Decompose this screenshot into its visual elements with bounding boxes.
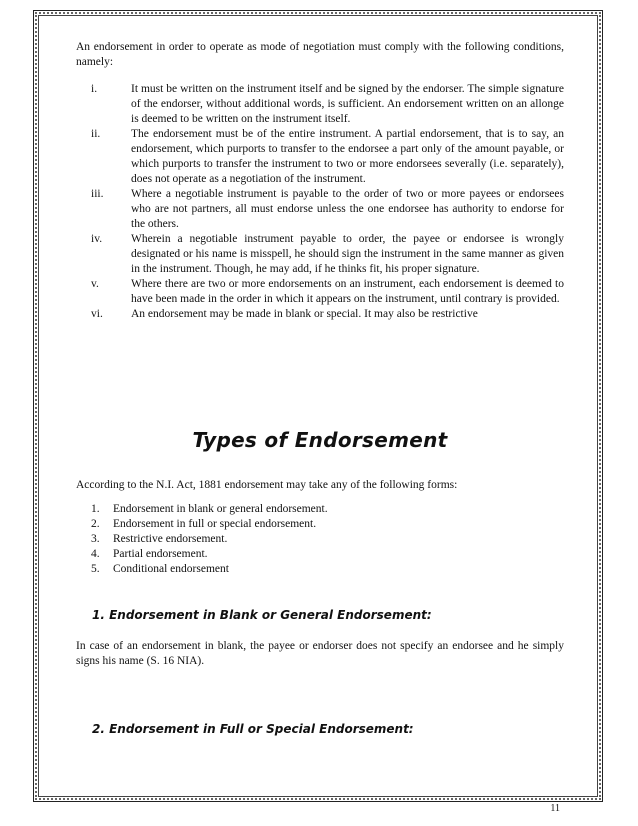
forms-intro: According to the N.I. Act, 1881 endorsement may take any of the following forms:: [76, 479, 458, 491]
forms-list: [91, 502, 564, 577]
condition-number: ii.: [91, 128, 101, 140]
condition-item: [76, 307, 564, 322]
list-item: [91, 502, 564, 517]
section-title: Types of Endorsement: [192, 428, 448, 452]
condition-item: [76, 127, 564, 187]
condition-number: v.: [91, 278, 99, 290]
list-text: Endorsement in blank or general endorsement.: [113, 503, 328, 515]
condition-text: An endorsement may be made in blank or special. It may also be restrictive: [131, 308, 478, 320]
list-number: 3.: [91, 533, 100, 545]
list-number: 5.: [91, 563, 100, 575]
page-number: 11: [550, 803, 560, 814]
subsection-1-body: In case of an endorsement in blank, the payee or endorser does not specify an endorsee and he simply signs his name (S. 16 NIA).: [76, 640, 564, 667]
intro-paragraph: An endorsement in order to operate as mode of negotiation must comply with the following conditions, namely:: [76, 41, 564, 68]
condition-text: Where there are two or more endorsements on an instrument, each endorsement is deemed to have been made in the order in which it appears on the instrument, until contrary is provided.: [131, 278, 564, 305]
list-item: [91, 562, 564, 577]
condition-text: Where a negotiable instrument is payable to the order of two or more payees or endorsees who are not partners, all must endorse unless the one endorsee has authority to endorse for the others.: [131, 188, 564, 230]
list-text: Endorsement in full or special endorsement.: [113, 518, 317, 530]
conditions-list: [76, 82, 564, 322]
list-item: [91, 547, 564, 562]
condition-number: iv.: [91, 233, 103, 245]
condition-item: [76, 232, 564, 277]
condition-number: iii.: [91, 188, 104, 200]
condition-text: The endorsement must be of the entire instrument. A partial endorsement, that is to say, an endorsement, which purports to transfer to the endorsee a part only of the amount payable, or which purports to transfer the instrument to two or more endorsees severally (i.e. separately), does not operate as a negotiation of the instrument.: [131, 128, 564, 185]
condition-number: i.: [91, 83, 98, 95]
list-number: 2.: [91, 518, 100, 530]
list-item: [91, 532, 564, 547]
condition-text: Wherein a negotiable instrument payable to order, the payee or endorsee is wrongly designated or his name is misspell, he should sign the instrument in the same manner as given in the instrument. Though, he may add, if he thinks fit, his proper signature.: [131, 233, 564, 275]
condition-text: It must be written on the instrument itself and be signed by the endorser. The simple signature of the endorser, without additional words, is sufficient. An endorsement written on an allonge is deemed to be written on the instrument itself.: [131, 83, 564, 125]
condition-number: vi.: [91, 308, 103, 320]
list-number: 1.: [91, 503, 100, 515]
list-item: [91, 517, 564, 532]
page-content: [76, 40, 564, 737]
subsection-2-title: 2. Endorsement in Full or Special Endorsement:: [92, 722, 414, 736]
condition-item: [76, 82, 564, 127]
subsection-1-title: 1. Endorsement in Blank or General Endorsement:: [92, 608, 432, 622]
list-text: Partial endorsement.: [113, 548, 208, 560]
list-number: 4.: [91, 548, 100, 560]
condition-item: [76, 277, 564, 307]
condition-item: [76, 187, 564, 232]
list-text: Conditional endorsement: [113, 563, 229, 575]
list-text: Restrictive endorsement.: [113, 533, 228, 545]
